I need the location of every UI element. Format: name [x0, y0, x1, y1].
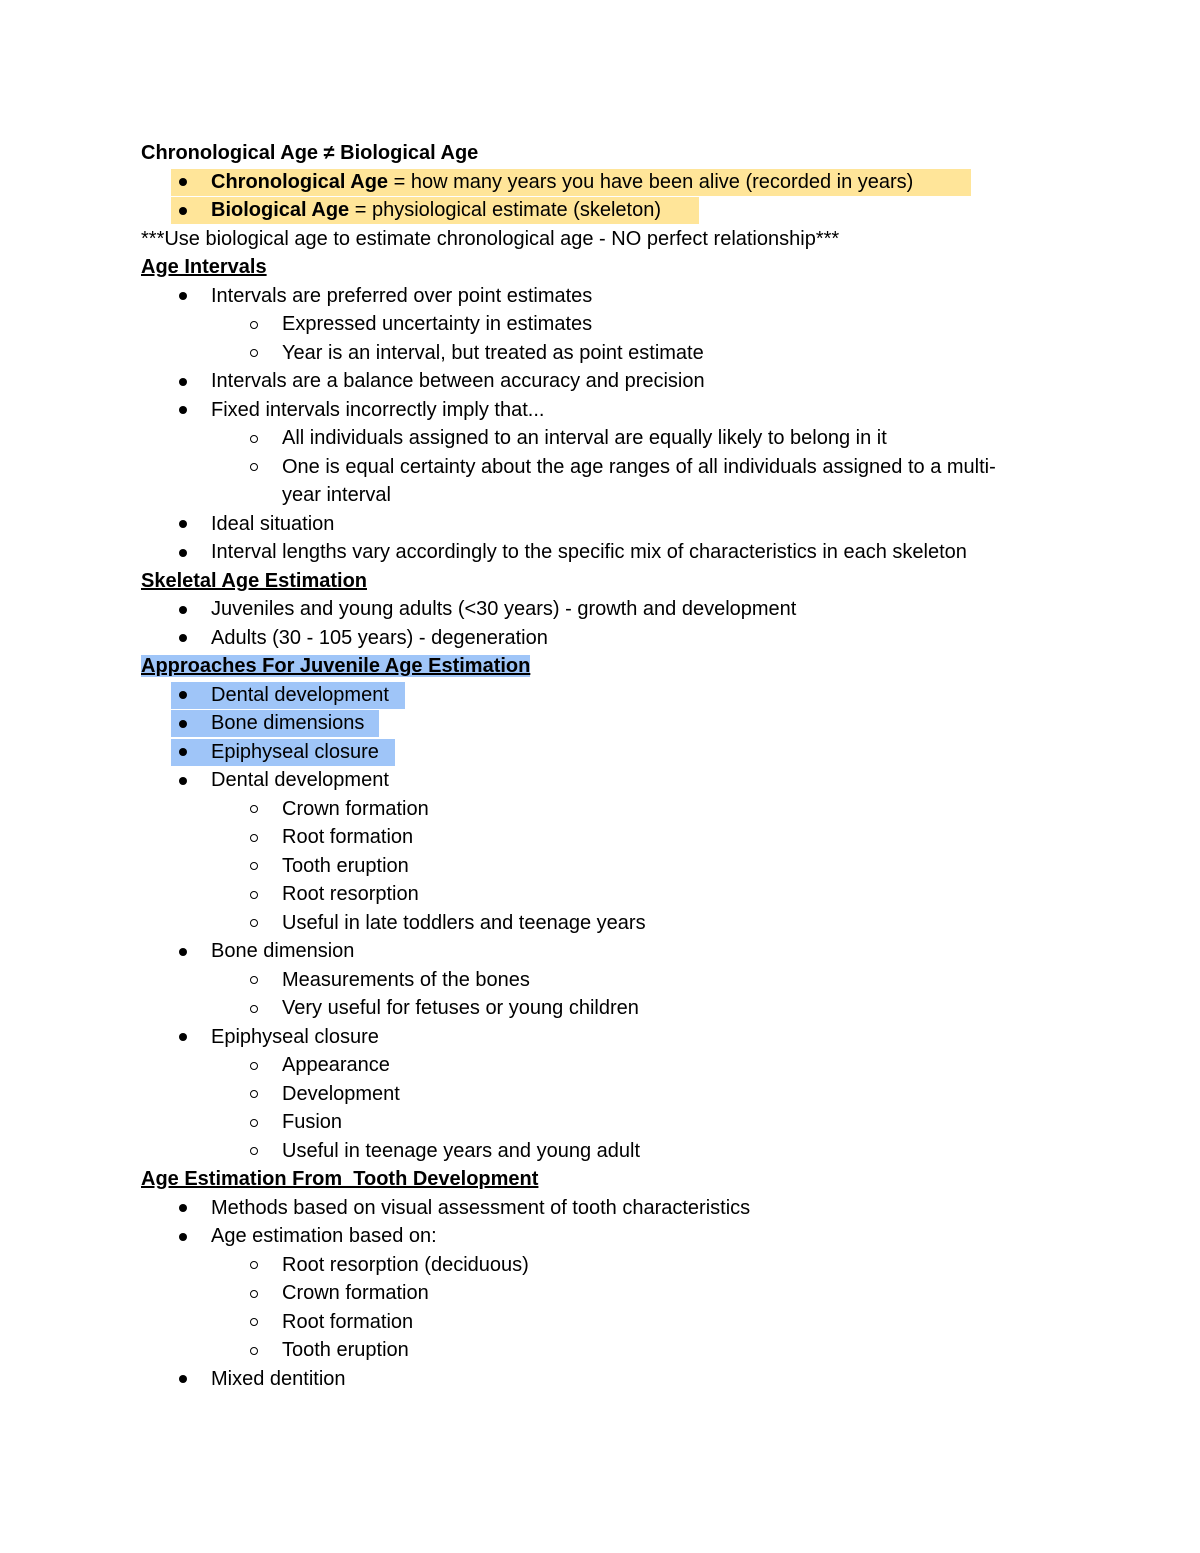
- list-item-chronological-age: [141, 168, 1101, 197]
- bullet-icon: [177, 1222, 189, 1251]
- circle-bullet-icon: [248, 909, 260, 938]
- heading-age-intervals: Age Intervals: [141, 256, 267, 278]
- sub-list-item: Measurements of the bones: [141, 966, 1101, 995]
- sub-list-item: Root resorption (deciduous): [141, 1251, 1101, 1280]
- circle-bullet-icon: [248, 795, 260, 824]
- circle-bullet-icon: [248, 1080, 260, 1109]
- list-item: Age estimation based on:: [141, 1222, 1101, 1251]
- bullet-icon: [177, 168, 189, 197]
- sub-list-item: Tooth eruption: [141, 852, 1101, 881]
- circle-bullet-icon: [248, 1137, 260, 1166]
- list-item-biological-age: [141, 196, 1101, 225]
- circle-bullet-icon: [248, 424, 260, 453]
- desc-chronological-age: = how many years you have been alive (recorded in years): [388, 170, 914, 193]
- sub-list-item: All individuals assigned to an interval are equally likely to belong in it: [141, 424, 1101, 453]
- sub-list-item: Tooth eruption: [141, 1336, 1101, 1365]
- sub-list-item: Useful in teenage years and young adult: [141, 1137, 1101, 1166]
- list-item: Fixed intervals incorrectly imply that...: [141, 396, 1101, 425]
- circle-bullet-icon: [248, 339, 260, 368]
- heading-tooth-development: Age Estimation From Tooth Development: [141, 1168, 539, 1190]
- sub-list-item: Appearance: [141, 1051, 1101, 1080]
- bullet-icon: [177, 681, 189, 710]
- bullet-icon: [177, 595, 189, 624]
- list-item: Ideal situation: [141, 510, 1101, 539]
- bullet-icon: [177, 196, 189, 225]
- bullet-icon: [177, 766, 189, 795]
- sub-list-item: Root formation: [141, 823, 1101, 852]
- sub-list-item: Fusion: [141, 1108, 1101, 1137]
- sub-list-item: Root formation: [141, 1308, 1101, 1337]
- term-biological-age: Biological Age: [211, 199, 350, 221]
- circle-bullet-icon: [248, 453, 260, 482]
- circle-bullet-icon: [248, 1279, 260, 1308]
- circle-bullet-icon: [248, 310, 260, 339]
- bullet-icon: [177, 1194, 189, 1223]
- circle-bullet-icon: [248, 852, 260, 881]
- bullet-icon: [177, 396, 189, 425]
- heading-juvenile-approaches-row: [141, 652, 1101, 681]
- desc-biological-age: = physiological estimate (skeleton): [349, 199, 661, 221]
- sub-list-item: Useful in late toddlers and teenage years: [141, 909, 1101, 938]
- list-item: Adults (30 - 105 years) - degeneration: [141, 624, 1101, 653]
- sub-list-item: Crown formation: [141, 795, 1101, 824]
- document-body: [141, 139, 1101, 1393]
- document-title: Chronological Age ≠ Biological Age: [141, 142, 479, 164]
- circle-bullet-icon: [248, 1336, 260, 1365]
- circle-bullet-icon: [248, 1251, 260, 1280]
- list-item-highlighted: Bone dimensions: [141, 709, 1101, 738]
- list-item: Mixed dentition: [141, 1365, 1101, 1394]
- note-text: ***Use biological age to estimate chronological age - NO perfect relationship***: [141, 227, 840, 250]
- sub-list-item: Very useful for fetuses or young children: [141, 994, 1101, 1023]
- list-item: Interval lengths vary accordingly to the specific mix of characteristics in each skeleton: [141, 538, 1101, 567]
- circle-bullet-icon: [248, 966, 260, 995]
- list-item-highlighted: Epiphyseal closure: [141, 738, 1101, 767]
- sub-list-item: Development: [141, 1080, 1101, 1109]
- sub-list-item: Year is an interval, but treated as point estimate: [141, 339, 1101, 368]
- list-item: Bone dimension: [141, 937, 1101, 966]
- circle-bullet-icon: [248, 1108, 260, 1137]
- sub-list-item: One is equal certainty about the age ranges of all individuals assigned to a multi-year interval: [141, 453, 1101, 510]
- sub-list-item: Root resorption: [141, 880, 1101, 909]
- circle-bullet-icon: [248, 880, 260, 909]
- sub-list-item: Crown formation: [141, 1279, 1101, 1308]
- bullet-icon: [177, 367, 189, 396]
- heading-juvenile-approaches: Approaches For Juvenile Age Estimation: [141, 655, 531, 677]
- sub-list-item: Expressed uncertainty in estimates: [141, 310, 1101, 339]
- circle-bullet-icon: [248, 1308, 260, 1337]
- bullet-icon: [177, 1023, 189, 1052]
- list-item: Epiphyseal closure: [141, 1023, 1101, 1052]
- list-item-highlighted: Dental development: [141, 681, 1101, 710]
- bullet-icon: [177, 738, 189, 767]
- bullet-icon: [177, 282, 189, 311]
- list-item: Dental development: [141, 766, 1101, 795]
- bullet-icon: [177, 1365, 189, 1394]
- term-chronological-age: Chronological Age: [211, 170, 389, 193]
- bullet-icon: [177, 624, 189, 653]
- bullet-icon: [177, 937, 189, 966]
- heading-skeletal-age-estimation: Skeletal Age Estimation: [141, 569, 367, 592]
- list-item: Juveniles and young adults (<30 years) - growth and development: [141, 595, 1101, 624]
- circle-bullet-icon: [248, 994, 260, 1023]
- bullet-icon: [177, 538, 189, 567]
- bullet-icon: [177, 709, 189, 738]
- list-item: Intervals are a balance between accuracy and precision: [141, 367, 1101, 396]
- list-item: Intervals are preferred over point estimates: [141, 282, 1101, 311]
- circle-bullet-icon: [248, 1051, 260, 1080]
- list-item: Methods based on visual assessment of tooth characteristics: [141, 1194, 1101, 1223]
- bullet-icon: [177, 510, 189, 539]
- circle-bullet-icon: [248, 823, 260, 852]
